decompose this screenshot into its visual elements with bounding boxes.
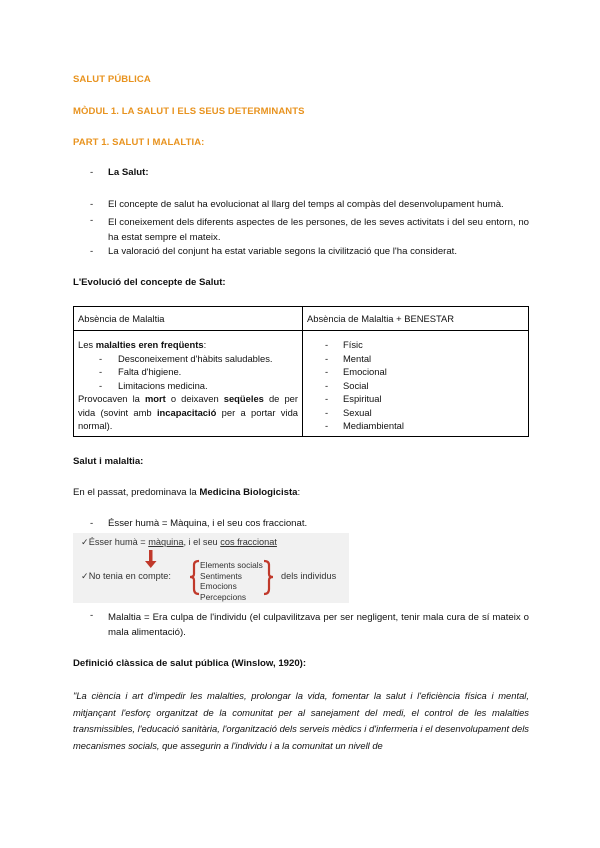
figure-item: Sentiments bbox=[200, 570, 242, 581]
table-header-cell: Absència de Malaltia bbox=[74, 307, 303, 331]
list-item: - Espiritual bbox=[325, 393, 382, 404]
figure-item: Elements socials bbox=[200, 560, 263, 570]
figure-line-2: ✓No tenia en compte: bbox=[81, 571, 171, 581]
table-cell bbox=[303, 331, 529, 437]
cell-intro: Les malalties eren freqüents: bbox=[78, 339, 207, 350]
document-title: SALUT PÚBLICA bbox=[73, 74, 151, 85]
figure-item: Emocions bbox=[200, 581, 237, 591]
evolucio-title: L'Evolució del concepte de Salut: bbox=[73, 277, 226, 288]
left-brace-icon bbox=[190, 561, 199, 594]
table-cell bbox=[74, 331, 303, 437]
bullet-dash: - bbox=[90, 215, 94, 226]
list-item: - Físic bbox=[325, 339, 363, 350]
list-item: - Falta d'higiene. bbox=[99, 366, 182, 377]
list-item: - Sexual bbox=[325, 406, 372, 418]
arrow-head-icon bbox=[145, 561, 157, 568]
biologicist-figure bbox=[73, 533, 349, 603]
module-heading: MÒDUL 1. LA SALUT I ELS SEUS DETERMINANTS bbox=[73, 106, 305, 117]
right-brace-icon bbox=[264, 561, 273, 594]
figure-tail: dels individus bbox=[281, 571, 337, 581]
salut-malaltia-title: Salut i malaltia: bbox=[73, 456, 144, 467]
bullet-dash: - bbox=[90, 610, 94, 621]
list-item: - Mental bbox=[325, 352, 372, 364]
figure-item: Percepcions bbox=[200, 591, 247, 602]
list-item: El coneixement dels diferents aspectes de les persones, de les seves activitats i del seu entorn, no ha estat sempre el mateix. bbox=[108, 217, 529, 243]
bullet-dash: - bbox=[90, 518, 94, 529]
medicina-intro: En el passat, predominava la Medicina Biologicista: bbox=[73, 487, 301, 498]
evolution-table bbox=[73, 306, 529, 437]
table-header-cell: Absència de Malaltia + BENESTAR bbox=[303, 307, 529, 331]
list-item: Malaltia = Era culpa de l'individu (el culpavilitzava per ser negligent, tenir mala cura de sí mateix o mala alimentació). bbox=[108, 612, 529, 638]
definicio-title: Definició clàssica de salut pública (Winslow, 1920): bbox=[73, 658, 307, 669]
winslow-quote: "La ciència i art d'impedir les malalties, prolongar la vida, fomentar la salut i l'eficiència física i mental, mitjançant l'esforç organitzat de la comunitat per al sanejament del medi, el control de les malalties transmissibles, l'educació sanitària, l'organització dels serveis mèdics i d'infermeria i el desenvolupament dels mecanismes socials, que assegurin a l'individu i a la comunitat un nivell de bbox=[73, 690, 529, 751]
list-item: - Emocional bbox=[325, 366, 387, 377]
list-item: - Social bbox=[325, 379, 369, 391]
list-item: - Desconeixement d'hàbits saludables. bbox=[99, 352, 273, 364]
list-item: La valoració del conjunt ha estat variable segons la civilització que l'ha considerat. bbox=[108, 246, 458, 257]
list-item: El concepte de salut ha evolucionat al llarg del temps al compàs del desenvolupament humà. bbox=[108, 199, 504, 210]
cell-paragraph: Provocaven la mort o deixaven seqüeles de per vida (sovint amb incapacitació per a portar vida normal). bbox=[78, 393, 299, 431]
salut-subtitle: La Salut: bbox=[108, 167, 149, 178]
list-item: - Limitacions medicina. bbox=[99, 379, 208, 391]
figure-line-1: ✓Ésser humà = màquina, i el seu cos fraccionat bbox=[81, 537, 277, 547]
list-item: - Mediambiental bbox=[325, 420, 404, 431]
part-heading: PART 1. SALUT I MALALTIA: bbox=[73, 137, 205, 148]
bullet-dash: - bbox=[90, 199, 94, 210]
bullet-dash: - bbox=[90, 246, 94, 257]
arrow-down-icon bbox=[149, 550, 153, 562]
bullet-dash: - bbox=[90, 167, 94, 178]
list-item: Ésser humà = Màquina, i el seu cos fraccionat. bbox=[108, 518, 308, 529]
